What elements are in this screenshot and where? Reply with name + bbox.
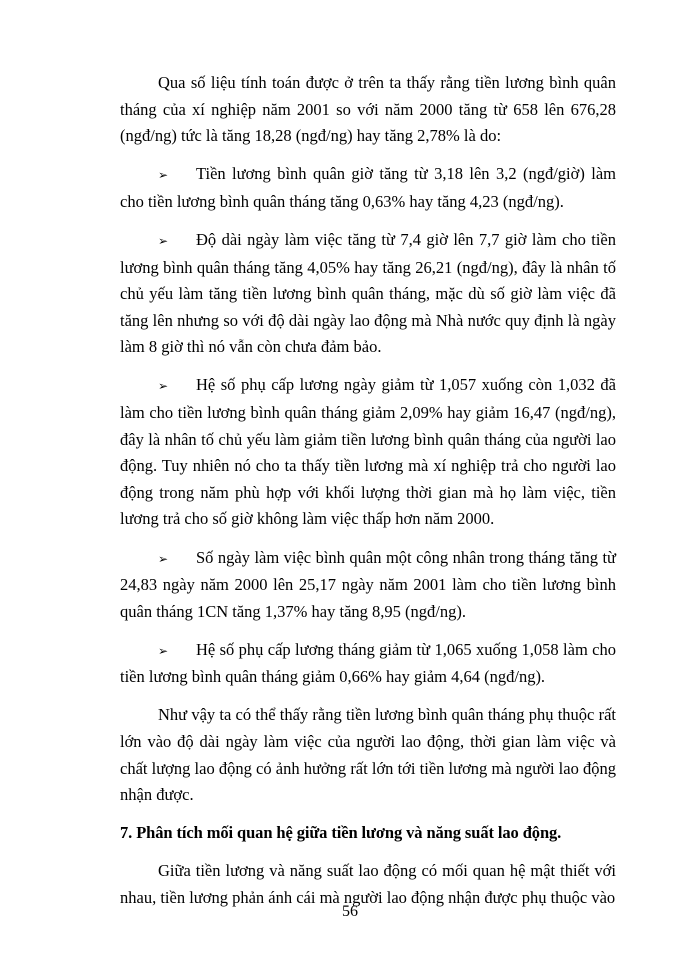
- bullet-paragraph-hourly-wage: [120, 161, 616, 215]
- paragraph-conclusion: Như vậy ta có thể thấy rằng tiền lương bình quân tháng phụ thuộc rất lớn vào độ dài ngày làm việc của người lao động, thời gian làm việc và chất lượng lao động có ảnh hưởng rất lớn tới tiền lương mà người lao động nhận được.: [120, 705, 616, 805]
- bullet-text: Hệ số phụ cấp lương ngày giảm từ 1,057 xuống còn 1,032 đã làm cho tiền lương bình quân tháng giảm 2,09% hay giảm 16,47 (ngđ/ng), đây là nhân tố chủ yếu làm giảm tiền lương bình quân tháng của người lao động. Tuy nhiên nó cho ta thấy tiền lương mà xí nghiệp trả cho người lao động trong năm phù hợp với khối lượng thời gian mà họ làm việc, tiền lương trả cho số giờ không làm việc thấp hơn năm 2000.: [120, 375, 616, 529]
- bullet-paragraph-daily-allowance: [120, 372, 616, 533]
- bullet-text: Độ dài ngày làm việc tăng từ 7,4 giờ lên 7,7 giờ làm cho tiền lương bình quân tháng tăng 4,05% hay tăng 26,21 (ngđ/ng), đây là nhân tố chủ yếu làm tăng tiền lương bình quân tháng, mặc dù số giờ làm việc đã tăng lên nhưng so với độ dài ngày lao động mà Nhà nước quy định là ngày làm 8 giờ thì nó vẫn còn chưa đảm bảo.: [120, 229, 616, 357]
- arrow-bullet-icon: ➢: [158, 643, 169, 658]
- bullet-text: Hệ số phụ cấp lương tháng giảm từ 1,065 xuống 1,058 làm cho tiền lương bình quân tháng giảm 0,66% hay giảm 4,64 (ngđ/ng).: [120, 639, 616, 687]
- paragraph-wage-productivity: Giữa tiền lương và năng suất lao động có mối quan hệ mật thiết với nhau, tiền lương phản ánh cái mà người lao động nhận được phụ thuộc vào: [120, 861, 616, 908]
- bullet-text: Tiền lương bình quân giờ tăng từ 3,18 lên 3,2 (ngđ/giờ) làm cho tiền lương bình quân tháng tăng 0,63% hay tăng 4,23 (ngđ/ng).: [120, 164, 616, 211]
- arrow-bullet-icon: ➢: [158, 233, 169, 248]
- bullet-paragraph-workday-length: [120, 227, 616, 361]
- document-page: [120, 70, 616, 912]
- page-number: 56: [342, 903, 358, 920]
- paragraph-summary: Qua số liệu tính toán được ở trên ta thấy rằng tiền lương bình quân tháng của xí nghiệp năm 2001 so với năm 2000 tăng từ 658 lên 676,28 (ngđ/ng) tức là tăng 18,28 (ngđ/ng) hay tăng 2,78% là do:: [120, 73, 616, 146]
- arrow-bullet-icon: ➢: [158, 551, 169, 566]
- bullet-text: Số ngày làm việc bình quân một công nhân trong tháng tăng từ 24,83 ngày năm 2000 lên 25,17 ngày năm 2001 làm cho tiền lương bình quân tháng 1CN tăng 1,37% hay tăng 8,95 (ngđ/ng).: [120, 547, 616, 621]
- arrow-bullet-icon: ➢: [158, 168, 169, 183]
- arrow-bullet-icon: ➢: [158, 379, 169, 394]
- section-heading: 7. Phân tích mối quan hệ giữa tiền lương và năng suất lao động.: [120, 823, 562, 843]
- bullet-paragraph-monthly-allowance: [120, 637, 616, 691]
- bullet-paragraph-working-days: [120, 545, 616, 626]
